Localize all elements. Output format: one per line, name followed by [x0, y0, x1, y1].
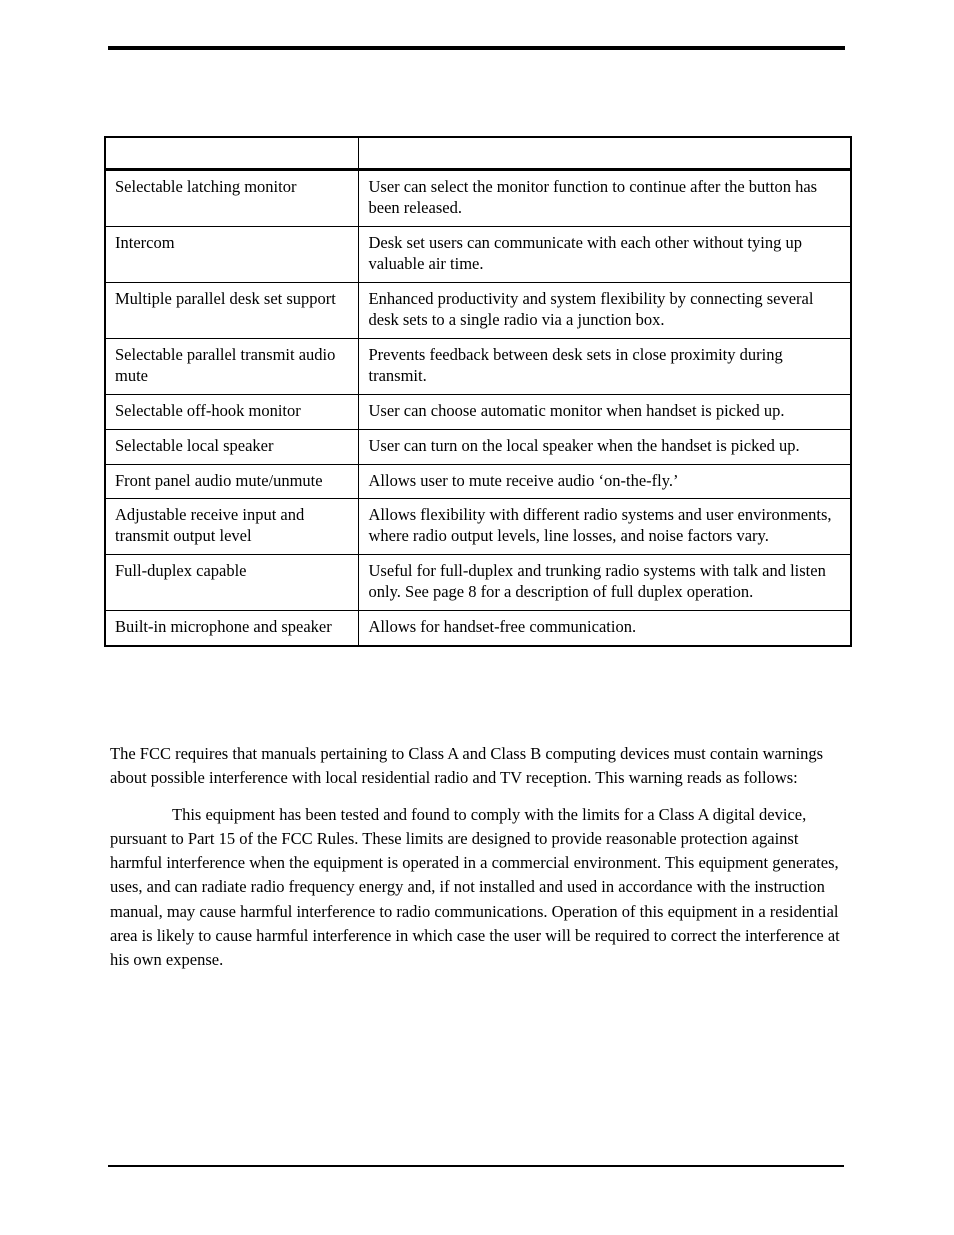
table-row	[105, 338, 851, 394]
table-row	[105, 611, 851, 646]
feature-name: Selectable latching monitor	[105, 170, 358, 227]
feature-name: Full-duplex capable	[105, 555, 358, 611]
page-footer-rule	[108, 1165, 844, 1167]
feature-name: Multiple parallel desk set support	[105, 282, 358, 338]
table-row	[105, 429, 851, 464]
feature-name: Intercom	[105, 226, 358, 282]
feature-benefit: Allows user to mute receive audio ‘on-the-fly.’	[358, 464, 851, 499]
page-header-rule	[108, 46, 845, 50]
feature-benefit: Allows for handset-free communication.	[358, 611, 851, 646]
table-row	[105, 555, 851, 611]
feature-benefit: Useful for full-duplex and trunking radio systems with talk and listen only. See page 8 for a description of full duplex operation.	[358, 555, 851, 611]
feature-name: Front panel audio mute/unmute	[105, 464, 358, 499]
table-row	[105, 394, 851, 429]
feature-name: Selectable parallel transmit audio mute	[105, 338, 358, 394]
table-row	[105, 464, 851, 499]
table-header-benefit	[358, 137, 851, 170]
table-header-feature	[105, 137, 358, 170]
feature-benefit: Allows flexibility with different radio systems and user environments, where radio output levels, line losses, and noise factors vary.	[358, 499, 851, 555]
feature-name: Selectable local speaker	[105, 429, 358, 464]
feature-benefit: Enhanced productivity and system flexibility by connecting several desk sets to a single radio via a junction box.	[358, 282, 851, 338]
feature-benefit: User can choose automatic monitor when handset is picked up.	[358, 394, 851, 429]
feature-benefit: User can turn on the local speaker when the handset is picked up.	[358, 429, 851, 464]
feature-name: Adjustable receive input and transmit output level	[105, 499, 358, 555]
table-row	[105, 282, 851, 338]
table-header-row	[105, 137, 851, 170]
table-row	[105, 499, 851, 555]
table-row	[105, 170, 851, 227]
table-row	[105, 226, 851, 282]
features-table-body	[105, 137, 851, 646]
feature-benefit: Prevents feedback between desk sets in close proximity during transmit.	[358, 338, 851, 394]
feature-benefit: Desk set users can communicate with each other without tying up valuable air time.	[358, 226, 851, 282]
feature-name: Selectable off-hook monitor	[105, 394, 358, 429]
fcc-intro-paragraph: The FCC requires that manuals pertaining to Class A and Class B computing devices must contain warnings about possible interference with local residential radio and TV reception. This warning reads as follows:	[110, 744, 824, 788]
fcc-notice-section	[110, 742, 842, 972]
features-benefits-table	[104, 136, 852, 647]
fcc-warning-paragraph: This equipment has been tested and found to comply with the limits for a Class A digital device, pursuant to Part 15 of the FCC Rules. These limits are designed to provide reasonable protection against harmful interference when the equipment is operated in a commercial environment. This equipment generates, uses, and can radiate radio frequency energy and, if not installed and used in accordance with the instruction manual, may cause harmful interference to radio communications. Operation of this equipment in a residential area is likely to cause harmful interference in which case the user will be required to correct the interference at his own expense.	[110, 804, 840, 969]
feature-benefit: User can select the monitor function to continue after the button has been released.	[358, 170, 851, 227]
feature-name: Built-in microphone and speaker	[105, 611, 358, 646]
